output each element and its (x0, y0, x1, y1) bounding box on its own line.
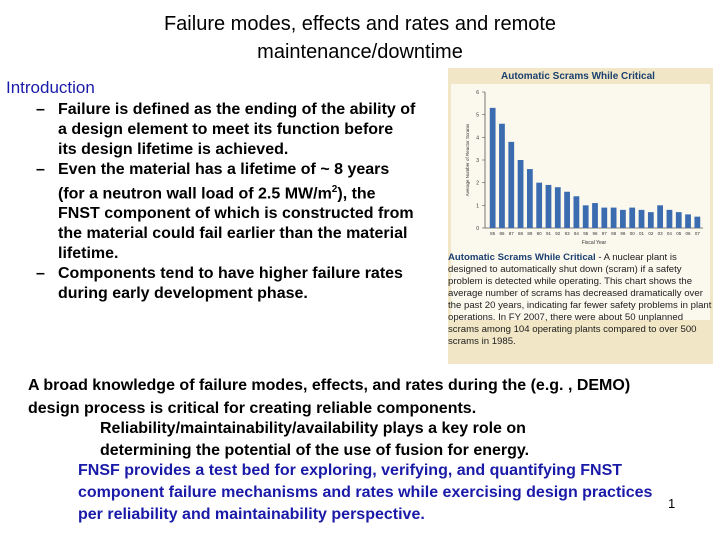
figure-caption (448, 252, 713, 348)
y-tick-label: 5 (476, 112, 479, 119)
bar (629, 208, 635, 228)
bullet-list (36, 100, 416, 304)
x-tick-label: 87 (508, 231, 514, 236)
y-axis-label: Average Number of Reactor Scrams (465, 123, 470, 197)
slide-title-line2: maintenance/downtime (257, 41, 463, 63)
intro-heading: Introduction (6, 78, 95, 97)
x-tick-label: 03 (657, 231, 663, 236)
x-tick-label: 00 (629, 231, 635, 236)
x-tick-label: 93 (564, 231, 570, 236)
x-tick-label: 06 (685, 231, 691, 236)
y-tick-label: 1 (476, 203, 479, 210)
bar (536, 183, 542, 228)
y-tick-label: 6 (476, 90, 479, 96)
bar (583, 205, 589, 228)
bar (648, 212, 654, 228)
x-tick-label: 88 (518, 231, 524, 236)
bar (546, 185, 552, 228)
x-tick-label: 90 (536, 231, 542, 236)
bullet-item (36, 264, 416, 304)
bar (508, 142, 514, 228)
x-tick-label: 02 (648, 231, 654, 236)
figure-title: Automatic Scrams While Critical (501, 71, 655, 82)
fnsf-paragraph: FNSF provides a test bed for exploring, verifying, and quantifying FNST component failure mechanisms and rates while exercising design practices per reliability and maintainability perspective. (78, 462, 653, 523)
bar (620, 210, 626, 228)
y-tick-label: 0 (476, 226, 479, 232)
bar (527, 169, 533, 228)
bullet-dash: – (36, 101, 45, 118)
bullet-superscript: 2 (331, 184, 338, 195)
bullet-text-before: Even the material has a lifetime of ~ 8 years (for a neutron wall load of 2.5 MW/m (58, 161, 390, 203)
bar (611, 208, 617, 228)
page-number: 1 (668, 496, 676, 511)
bar (694, 217, 700, 228)
bullet-text-after: ), the FNST component of which is constructed from the material could fail earlier than the material lifetime. (58, 185, 414, 263)
bar (490, 108, 496, 228)
x-tick-label: 91 (545, 231, 551, 236)
bullet-item (36, 160, 416, 264)
bar (564, 192, 570, 228)
bar (657, 205, 663, 228)
x-tick-label: 95 (583, 231, 589, 236)
scrams-figure (448, 68, 713, 364)
reliability-paragraph: Reliability/maintainability/availability plays a key role on determining the potential of the use of fusion for energy. (100, 420, 530, 459)
bullet-dash: – (36, 265, 45, 283)
bar (574, 196, 580, 228)
y-tick-label: 3 (476, 158, 479, 164)
bullet-dash: – (36, 161, 45, 178)
scrams-bar-chart (451, 84, 710, 250)
x-tick-label: 98 (611, 231, 617, 236)
bar (676, 212, 682, 228)
x-tick-label: 97 (601, 231, 607, 236)
x-tick-label: 01 (639, 231, 645, 236)
bar (499, 124, 505, 228)
caption-title: Automatic Scrams While Critical (448, 252, 596, 263)
bar (555, 187, 561, 228)
x-tick-label: 86 (499, 231, 505, 236)
x-tick-label: 05 (676, 231, 682, 236)
bullet-text: Components tend to have higher failure rates during early development phase. (58, 265, 403, 303)
knowledge-paragraph: A broad knowledge of failure modes, effects, and rates during the (e.g. , DEMO) design process is critical for creating reliable components. (28, 377, 631, 417)
x-tick-label: 07 (694, 231, 700, 236)
x-tick-label: 96 (592, 231, 598, 236)
bar (592, 203, 598, 228)
slide-title (80, 10, 640, 66)
bar (685, 214, 691, 228)
x-axis-label: Fiscal Year (581, 240, 607, 246)
bullet-item (36, 100, 416, 160)
bar (601, 208, 607, 228)
caption-body: - A nuclear plant is designed to automatically shut down (scram) if a safety problem is detected while operating. This chart shows the average number of scrams has decreased dramatically over the past 20 years, indicating far fewer safety problems in plant operations. In FY 2007, there were about 50 unplanned scrams among 104 operating plants compared to over 500 scrams in 1985. (448, 252, 712, 347)
slide-title-line1: Failure modes, effects and rates and remote (163, 13, 557, 35)
x-tick-label: 89 (527, 231, 533, 236)
y-tick-label: 2 (476, 180, 479, 187)
bar (639, 210, 645, 228)
y-tick-label: 4 (476, 135, 479, 142)
bar (518, 160, 524, 228)
x-tick-label: 92 (555, 231, 561, 236)
x-tick-label: 85 (490, 231, 496, 236)
bullet-text: Failure is defined as the ending of the ability of a design element to meet its function before its design lifetime is achieved. (58, 101, 416, 158)
x-tick-label: 99 (620, 231, 626, 236)
bar (667, 210, 673, 228)
x-tick-label: 04 (666, 231, 672, 236)
x-tick-label: 94 (573, 231, 579, 236)
